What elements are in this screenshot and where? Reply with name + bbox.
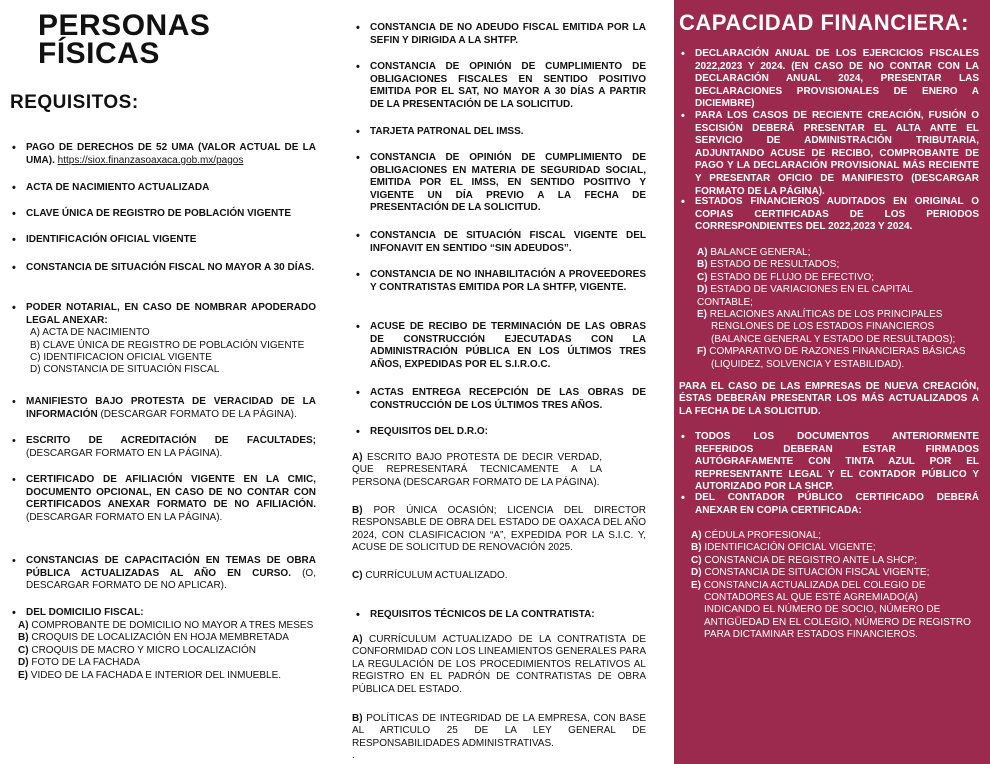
requisitos-list [10, 234, 316, 247]
list-item: • PARA LOS CASOS DE RECIENTE CREACIÓN, FUSIÓN O ESCISIÓN DEBERÁ PRESENTAR EL ALTA ANTE EL SERVICIO DE ADMINISTRACIÓN TRIBUTARIA, ADJUNTANDO ACUSE DE RECIBO, COMPROBANTE DE PAGO Y LA DECLARACIÓN PROVISIONAL MÁS RECIENTE Y PRESENTAR OFICIO DE MANIFIESTO (DESCARGAR FORMATO DE LA PÁGINA). [679, 110, 979, 198]
capacidad-list [679, 431, 979, 494]
list-item: • CONSTANCIA DE NO ADEUDO FISCAL EMITIDA POR LA SEFIN Y DIRIGIDA A LA SHTFP. [354, 22, 646, 47]
sub-item: C) CONSTANCIA DE REGISTRO ANTE LA SHCP; [691, 554, 917, 566]
list-item: • CONSTANCIA DE SITUACIÓN FISCAL VIGENTE DEL INFONAVIT EN SENTIDO “SIN ADEUDOS”. [354, 230, 646, 255]
capacidad-list [679, 196, 979, 234]
requisitos-list [10, 607, 316, 620]
requisitos-list [10, 474, 316, 524]
sub-item: A) BALANCE GENERAL; [697, 247, 811, 258]
list-item: • CLAVE ÚNICA DE REGISTRO DE POBLACIÓN VIGENTE [10, 208, 316, 221]
list-item: • ACTA DE NACIMIENTO ACTUALIZADA [10, 182, 316, 195]
sub-item: B) ESTADO DE RESULTADOS; [697, 259, 840, 271]
sub-item: B) CLAVE ÚNICA DE REGISTRO DE POBLACIÓN VIGENTE [30, 339, 305, 351]
sub-item: D) CONSTANCIA DE SITUACIÓN FISCAL [30, 364, 220, 376]
requisitos-list [10, 262, 316, 275]
requisitos-list [10, 208, 316, 221]
list-item: • CONSTANCIA DE SITUACIÓN FISCAL NO MAYOR A 30 DÍAS. [10, 262, 316, 275]
sub-item: A) COMPROBANTE DE DOMICILIO NO MAYOR A TRES MESES [18, 620, 314, 631]
requisitos-list [354, 61, 646, 111]
column-personas-fisicas [0, 0, 342, 764]
sub-item: D) FOTO DE LA FACHADA [18, 657, 141, 669]
requisitos-list [10, 182, 316, 195]
requisitos-heading: REQUISITOS: [10, 92, 139, 113]
list-item-escrito: • ESCRITO DE ACREDITACIÓN DE FACULTADES; (DESCARGAR FORMATO EN LA PÁGINA). [10, 435, 316, 460]
page-title [38, 9, 211, 70]
requisitos-list [354, 426, 646, 439]
list-item: • TODOS LOS DOCUMENTOS ANTERIORMENTE REFERIDOS DEBERAN ESTAR FIRMADOS AUTÓGRAFAMENTE CON TINTA AZUL POR EL REPRESENTANTE LEGAL Y EL CONTADOR PÚBLICO Y AUTORIZADO POR LA SHCP. [679, 431, 979, 494]
requisitos-list [354, 126, 646, 139]
dro-item-c: C) CURRÍCULUM ACTUALIZADO. [352, 570, 508, 581]
sub-item: A) CÉDULA PROFESIONAL; [691, 530, 822, 541]
list-item: • TARJETA PATRONAL DEL IMSS. [354, 126, 646, 139]
tec-item-b: B) POLÍTICAS DE INTEGRIDAD DE LA EMPRESA, CON BASE AL ARTICULO 25 DE LA LEY GENERAL DE RESPONSABILIDADES ADMINISTRATIVAS. [352, 713, 646, 749]
list-item: • DEL CONTADOR PÚBLICO CERTIFICADO DEBERÁ ANEXAR EN COPIA CERTIFICADA: [679, 492, 979, 517]
domicilio-sublist [18, 620, 324, 682]
sub-item: B) CROQUIS DE LOCALIZACIÓN EN HOJA MEMBRETADA [18, 632, 289, 644]
sub-item: E) RELACIONES ANALÍTICAS DE LOS PRINCIPALES RENGLONES DE LOS ESTADOS FINANCIEROS (BALANCE GENERAL Y ESTADO DE RESULTADOS); [697, 309, 956, 345]
sub-item: C) CROQUIS DE MACRO Y MICRO LOCALIZACIÓN [18, 644, 257, 656]
requisitos-list [354, 269, 646, 294]
list-item: • CONSTANCIA DE OPINIÓN DE CUMPLIMIENTO DE OBLIGACIONES EN MATERIA DE SEGURIDAD SOCIAL, EMITIDA POR EL IMSS, EN SENTIDO POSITIVO Y VIGENTE UN DÍA PREVIO A LA FECHA DE PRESENTACIÓN DE LA SOLICITUD. [354, 152, 646, 215]
panel-capacidad-financiera [674, 0, 990, 764]
list-item-dro: • REQUISITOS DEL D.R.O: [354, 426, 646, 439]
capacidad-financiera-title: CAPACIDAD FINANCIERA: [679, 10, 969, 35]
list-item-certificado: • CERTIFICADO DE AFILIACIÓN VIGENTE EN LA CMIC, DOCUMENTO OPCIONAL, EN CASO DE NO CONTAR CON CERTIFICADOS ANEXAR FORMATO DE NO AFILIACIÓN. (DESCARGAR FORMATO EN LA PÁGINA). [10, 474, 316, 524]
list-item: • ESTADOS FINANCIEROS AUDITADOS EN ORIGINAL O COPIAS CERTIFICADAS DE LOS PERIODOS CORRESPONDIENTES DEL 2022,2023 Y 2024. [679, 196, 979, 234]
sub-item: F) COMPARATIVO DE RAZONES FINANCIERAS BÁSICAS (LIQUIDEZ, SOLVENCIA Y ESTABILIDAD). [697, 346, 966, 370]
sub-item: C) ESTADO DE FLUJO DE EFECTIVO; [697, 271, 875, 283]
capacidad-list [679, 48, 979, 111]
list-item: • CONSTANCIA DE OPINIÓN DE CUMPLIMIENTO DE OBLIGACIONES FISCALES EN SENTIDO POSITIVO EMITIDA POR EL SAT, NO MAYOR A 30 DÍAS A PARTIR DE LA PRESENTACIÓN DE LA SOLICITUD. [354, 61, 646, 111]
contador-sublist [691, 530, 976, 642]
requisitos-list [10, 435, 316, 460]
list-item: • CONSTANCIA DE NO INHABILITACIÓN A PROVEEDORES Y CONTRATISTAS EMITIDA POR LA SHTFP, VIGENTE. [354, 269, 646, 294]
requisitos-list [354, 387, 646, 412]
requisitos-list [10, 302, 316, 377]
list-item-tecnicos: • REQUISITOS TÉCNICOS DE LA CONTRATISTA: [354, 609, 646, 622]
trailing-dot: . [352, 750, 355, 761]
poder-sublist [26, 327, 316, 377]
requisitos-list [10, 396, 316, 421]
sub-item: D) ESTADO DE VARIACIONES EN EL CAPITAL CONTABLE; [697, 284, 913, 308]
dro-item-b: B) POR ÚNICA OCASIÓN; LICENCIA DEL DIRECTOR RESPONSABLE DE OBRA DEL ESTADO DE OAXACA DEL AÑO 2024, CON CLASIFICACION “A”, EXPEDIDA POR LA S.I.C. Y, ACUSE DE SOLICITUD DE RENOVACIÓN 2025. [352, 505, 646, 554]
requisitos-list [10, 555, 316, 593]
tec-item-a: A) CURRÍCULUM ACTUALIZADO DE LA CONTRATISTA DE CONFORMIDAD CON LOS LINEAMIENTOS GENERALES PARA LA REGULACIÓN DE LOS PROCEDIMIENTOS RELATIVOS AL REGISTRO EN EL PADRÓN DE CONTRATISTAS DE OBRA PÚBLICA DEL ESTADO. [352, 634, 646, 695]
nueva-creacion-note: PARA EL CASO DE LAS EMPRESAS DE NUEVA CREACIÓN, ÉSTAS DEBERÁN PRESENTAR LOS MÁS ACTUALIZADOS A LA FECHA DE LA SOLICITUD. [679, 381, 979, 417]
estados-sublist [697, 247, 969, 371]
title-line-2: FÍSICAS [38, 37, 160, 70]
list-item: • ACUSE DE RECIBO DE TERMINACIÓN DE LAS OBRAS DE CONSTRUCCIÓN EJECUTADAS CON LA ADMINISTRACIÓN PÚBLICA EN LOS ÚLTIMOS TRES AÑOS, EXPEDIDAS POR EL S.I.R.O.C. [354, 321, 646, 371]
capacidad-list [679, 492, 979, 517]
sub-item: B) IDENTIFICACIÓN OFICIAL VIGENTE; [691, 542, 876, 554]
sub-item: D) CONSTANCIA DE SITUACIÓN FISCAL VIGENTE; [691, 567, 930, 579]
sub-item: E) CONSTANCIA ACTUALIZADA DEL COLEGIO DE CONTADORES AL QUE ESTÉ AGREMIADO(A) INDICANDO EL NÚMERO DE SOCIO, NÚMERO DE ANTIGÜEDAD EN EL COLEGIO, NÚMERO DE REGISTRO PARA DICTAMINAR ESTADOS FINANCIEROS. [691, 579, 971, 641]
capacidad-list [679, 110, 979, 198]
requisitos-list [354, 230, 646, 255]
requisitos-list [354, 152, 646, 215]
requisitos-list [10, 142, 316, 167]
list-item: • PAGO DE DERECHOS DE 52 UMA (VALOR ACTUAL DE LA UMA). https://siox.finanzasoaxaca.gob.mx/pagos [10, 142, 316, 167]
dro-item-a: A) ESCRITO BAJO PROTESTA DE DECIR VERDAD, QUE REPRESENTARÁ TECNICAMENTE A LA PERSONA (DESCARGAR FORMATO DE LA PÁGINA). [352, 452, 602, 488]
sub-item: E) VIDEO DE LA FACHADA E INTERIOR DEL INMUEBLE. [18, 669, 282, 681]
sub-item: A) ACTA DE NACIMIENTO [30, 327, 150, 339]
column-requisitos-continuacion [342, 0, 674, 764]
list-item: • IDENTIFICACIÓN OFICIAL VIGENTE [10, 234, 316, 247]
list-item-domicilio: • DEL DOMICILIO FISCAL: [10, 607, 316, 620]
list-item-poder-notarial: • PODER NOTARIAL, EN CASO DE NOMBRAR APODERADO LEGAL ANEXAR: A) ACTA DE NACIMIENTO B) CLAVE ÚNICA DE REGISTRO DE POBLACIÓN VIGENTE C) IDENTIFICACION OFICIAL VIGENTE D) CONSTANCIA DE SITUACIÓN FISCAL [10, 302, 316, 377]
pagos-link[interactable]: https://siox.finanzasoaxaca.gob.mx/pagos [57, 154, 244, 166]
list-item-manifiesto: • MANIFIESTO BAJO PROTESTA DE VERACIDAD DE LA INFORMACIÓN (DESCARGAR FORMATO DE LA PÁGINA). [10, 396, 316, 421]
requisitos-list [354, 321, 646, 371]
sub-item: C) IDENTIFICACION OFICIAL VIGENTE [30, 352, 212, 363]
list-item: • DECLARACIÓN ANUAL DE LOS EJERCICIOS FISCALES 2022,2023 Y 2024. (EN CASO DE NO CONTAR CON LA DECLARACIÓN ANUAL 2024, PRESENTAR LAS DECLARACIONES PROVISIONALES DE ENERO A DICIEMBRE) [679, 48, 979, 111]
list-item: • ACTAS ENTREGA RECEPCIÓN DE LAS OBRAS DE CONSTRUCCIÓN DE LOS ÚLTIMOS TRES AÑOS. [354, 387, 646, 412]
requisitos-list [354, 609, 646, 622]
requisitos-list [354, 22, 646, 47]
title-line-1: PERSONAS [38, 9, 211, 42]
list-item-capacitacion: • CONSTANCIAS DE CAPACITACIÓN EN TEMAS DE OBRA PÚBLICA ACTUALIZADAS AL AÑO EN CURSO. (O, DESCARGAR FORMATO DE NO APLICAR). [10, 555, 316, 593]
